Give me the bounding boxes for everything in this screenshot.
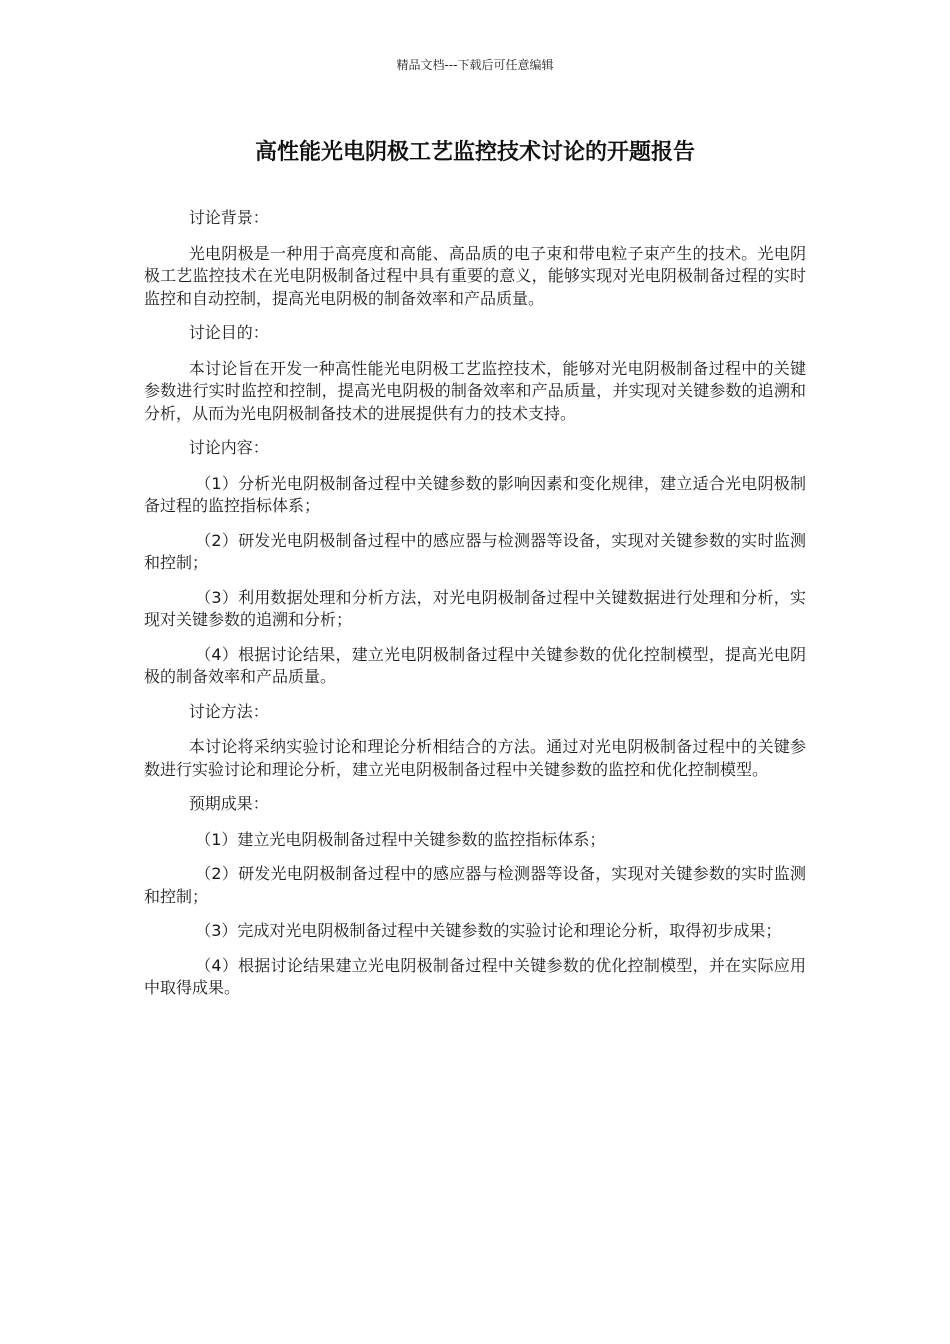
result-item-4: （4）根据讨论结果建立光电阴极制备过程中关键参数的优化控制模型，并在实际应用中取得成果。 — [144, 955, 806, 997]
header-note: 精品文档---下载后可任意编辑 — [396, 58, 554, 72]
section-heading-results: 预期成果： — [188, 794, 269, 813]
paragraph-background: 光电阴极是一种用于高亮度和高能、高品质的电子束和带电粒子束产生的技术。光电阴极工艺监控技术在光电阴极制备过程中具有重要的意义，能够实现对光电阴极制备过程的实时监控和自动控制，提高光电阴极的制备效率和产品质量。 — [144, 243, 806, 308]
content-item-3: （3）利用数据处理和分析方法，对光电阴极制备过程中关键数据进行处理和分析，实现对关键参数的追溯和分析； — [144, 587, 806, 629]
section-heading-purpose: 讨论目的： — [188, 323, 269, 342]
section-heading-background: 讨论背景： — [188, 208, 269, 227]
content-item-2: （2）研发光电阴极制备过程中的感应器与检测器等设备，实现对关键参数的实时监测和控制； — [144, 530, 806, 572]
result-item-2: （2）研发光电阴极制备过程中的感应器与检测器等设备，实现对关键参数的实时监测和控制； — [144, 864, 806, 906]
paragraph-method: 本讨论将采纳实验讨论和理论分析相结合的方法。通过对光电阴极制备过程中的关键参数进行实验讨论和理论分析，建立光电阴极制备过程中关键参数的监控和优化控制模型。 — [144, 737, 806, 779]
section-heading-content: 讨论内容： — [188, 438, 269, 457]
content-item-4: （4）根据讨论结果，建立光电阴极制备过程中关键参数的优化控制模型，提高光电阴极的制备效率和产品质量。 — [144, 644, 806, 686]
result-item-1: （1）建立光电阴极制备过程中关键参数的监控指标体系； — [195, 829, 606, 849]
content-item-1: （1）分析光电阴极制备过程中关键参数的影响因素和变化规律，建立适合光电阴极制备过程的监控指标体系； — [144, 473, 806, 515]
result-item-3: （3）完成对光电阴极制备过程中关键参数的实验讨论和理论分析，取得初步成果； — [195, 921, 782, 940]
section-heading-method: 讨论方法： — [188, 701, 269, 721]
document-title: 高性能光电阴极工艺监控技术讨论的开题报告 — [254, 140, 695, 165]
paragraph-purpose: 本讨论旨在开发一种高性能光电阴极工艺监控技术，能够对光电阴极制备过程中的关键参数进行实时监控和控制，提高光电阴极的制备效率和产品质量，并实现对关键参数的追溯和分析，从而为光电阴极制备技术的进展提供有力的技术支持。 — [144, 358, 806, 423]
document-body — [144, 207, 806, 1012]
